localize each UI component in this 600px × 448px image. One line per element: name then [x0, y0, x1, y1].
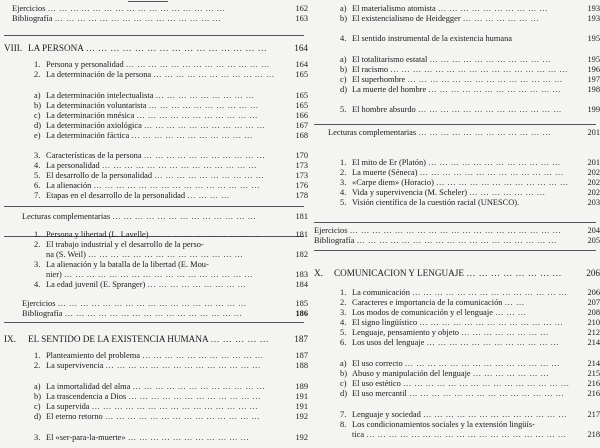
- toc-entry: 8. Los condicionamientos sociales y la extensión lingüís-: [340, 420, 535, 429]
- toc-subentry: b) Abuso y manipulación del lenguaje … … … … … … … 215: [340, 369, 600, 378]
- toc-entry: 1. Planteamiento del problema … … … … … … … … … … … 187: [34, 351, 308, 360]
- toc-subentry: b) El racismo … … … … … … … … … … … … … … … … 196: [340, 65, 600, 74]
- toc-entry: Bibliografía … … … … … … … … … … … … … … … 163: [12, 14, 308, 23]
- toc-subentry: d) La determinación axiológica … … … … … … … … … … … 167: [34, 121, 308, 130]
- toc-subentry: a) La determinación intelectualista … … … … … … … … … 165: [34, 91, 308, 100]
- toc-entry: Ejercicios … … … … … … … … … … … … … … … … … 185: [22, 299, 308, 308]
- toc-entry: 5. Lenguaje, pensamiento y objeto … … … … … … … … 212: [340, 328, 600, 337]
- toc-entry: 4. La personalidad … … … … … … … … … … … … … … 173: [34, 161, 308, 170]
- toc-entry: Ejercicios … … … … … … … … … … … … … … … … … … … 204: [314, 226, 600, 235]
- chapter-heading: VIII. LA PERSONA … … … … … … … … … … … … … … … 164: [4, 43, 308, 53]
- chapter-rule: [314, 250, 596, 251]
- toc-subentry: e) La determinación fáctica … … … … … … … … … … … 168: [34, 131, 308, 140]
- toc-entry: 4. El signo lingüístico … … … … … … … … … … … … … 210: [340, 318, 600, 327]
- toc-subentry: a) El materialismo atomista … … … … … … … … … … 193: [340, 4, 600, 13]
- toc-entry: 6. La alienación … … … … … … … … … … … … … … … 176: [34, 181, 308, 190]
- toc-subentry: b) La trascendencia a Dios … … … … … … … … … … … … 191: [34, 392, 308, 401]
- toc-entry: 3. El «ser-para-la-muerte» … … … … … … … … … … … 192: [34, 433, 308, 442]
- toc-entry: 6. Los usos del lenguaje … … … … … … … … … … … … 214: [340, 338, 600, 347]
- lecturas-rule: [4, 206, 304, 207]
- chapter-rule: [4, 322, 304, 323]
- toc-entry: 2. El trabajo industrial y el desarrollo de la perso-: [34, 240, 204, 249]
- toc-entry: 2. La supervivencia … … … … … … … … … … … … … … 188: [34, 361, 308, 370]
- toc-subentry: a) El uso correcto … … … … … … … … … … … … … … 214: [340, 359, 600, 368]
- toc-entry: 4. La edad juvenil (E. Spranger) … … … … … … … … … 184: [34, 280, 308, 289]
- chapter-rule: [314, 222, 596, 223]
- toc-subentry: d) El uso mercantil … … … … … … … … … … … … … … 216: [340, 389, 600, 398]
- toc-entry-continued: tica … … … … … … … … … … … … … … … … … … 218: [352, 430, 600, 439]
- toc-entry: Lecturas complementarias … … … … … … … … … … … … 201: [328, 128, 600, 137]
- toc-entry-continued: nier) … … … … … … … … … … … … … … … … … 183: [46, 270, 308, 279]
- toc-entry: 1. Persona y personalidad … … … … … … … … … … … … … 164: [34, 60, 308, 69]
- toc-entry: 4. Vida y supervivencia (M. Scheler) … … … … … … … 202: [340, 188, 600, 197]
- toc-entry: 3. La alienación y la batalla de la libertad (E. Mou-: [34, 260, 209, 269]
- top-rule: [128, 1, 168, 2]
- toc-entry: 2. La determinación de la persona … … … … … … … … … … … 165: [34, 70, 308, 79]
- toc-entry: 5. El hombre absurdo … … … … … … … … … … … … … 199: [340, 105, 600, 114]
- toc-subentry: b) La determinación voluntarista … … … … … … … … … … 165: [34, 101, 308, 110]
- toc-entry: 7. Etapas en el desarrollo de la personalidad … … … … 178: [34, 191, 308, 200]
- toc-entry: 3. Características de la persona … … … … … … … … … … … 170: [34, 151, 308, 160]
- toc-entry: 3. Los modos de comunicación y el lenguaje … … … 208: [340, 308, 600, 317]
- toc-subentry: a) La inmortalidad del alma … … … … … … … … … … … … 189: [34, 382, 308, 391]
- toc-subentry: b) El existencialismo de Heidegger … … … … … … … 193: [340, 14, 600, 23]
- toc-entry: Lecturas complementarias … … … … … … … … … … … … … 181: [22, 212, 308, 221]
- toc-entry: 1. El mito de Er (Platón) … … … … … … … … … … … … 201: [340, 158, 600, 167]
- toc-entry: 1. La comunicación … … … … … … … … … … … … … … 206: [340, 288, 600, 297]
- toc-entry: 5. El desarrollo de la personalidad … … … … … … … … … … 173: [34, 171, 308, 180]
- toc-subentry: a) El totalitarismo estatal … … … … … … … … … … … 195: [340, 55, 600, 64]
- toc-entry: 2. Caracteres e importancia de la comunicación … … 207: [340, 298, 600, 307]
- toc-subentry: c) El uso estético … … … … … … … … … … … … … … … 216: [340, 379, 600, 388]
- toc-subentry: c) La supervida … … … … … … … … … … … … … … … 191: [34, 402, 308, 411]
- lecturas-rule: [314, 124, 596, 125]
- chapter-heading: IX. EL SENTIDO DE LA EXISTENCIA HUMANA … … … … … 187: [4, 334, 308, 344]
- toc-entry: 3. «Carpe diem» (Horacio) … … … … … … … … … … … … 202: [340, 178, 600, 187]
- toc-subentry: c) La determinación mnésica … … … … … … … … … … … 166: [34, 111, 308, 120]
- toc-entry: 1. Persona y libertad (L. Lavelle) … … … … … … … … … … 181: [34, 230, 308, 239]
- toc-entry: 7. Lenguaje y sociedad … … … … … … … … … … … … … 217: [340, 410, 600, 419]
- toc-entry: 2. La muerte (Séneca) … … … … … … … … … … … … … 202: [340, 168, 600, 177]
- toc-entry-continued: na (S. Weil) … … … … … … … … … … … … … … 182: [46, 250, 308, 259]
- toc-entry: Bibliografía … … … … … … … … … … … … … … … … 186: [22, 309, 308, 318]
- chapter-rule: [4, 35, 304, 36]
- toc-entry: Ejercicios … … … … … … … … … … … … … … … … 162: [12, 4, 308, 13]
- toc-subentry: d) El eterno retorno … … … … … … … … … … … … … … 192: [34, 412, 308, 421]
- toc-subentry: c) El superhombre … … … … … … … … … … … … … … 197: [340, 75, 600, 84]
- toc-entry: Bibliografía … … … … … … … … … … … … … … … … … … 205: [314, 236, 600, 245]
- toc-entry: 5. Visión científica de la cuestión racial (UNESCO). 203: [340, 198, 600, 207]
- toc-subentry: d) La muerte del hombre … … … … … … … … … … … … 198: [340, 85, 600, 94]
- chapter-heading: X. COMUNICACION Y LENGUAJE … … … … … … … … 206: [314, 268, 600, 278]
- toc-entry: 4. El sentido instrumental de la existencia humana 195: [340, 34, 600, 43]
